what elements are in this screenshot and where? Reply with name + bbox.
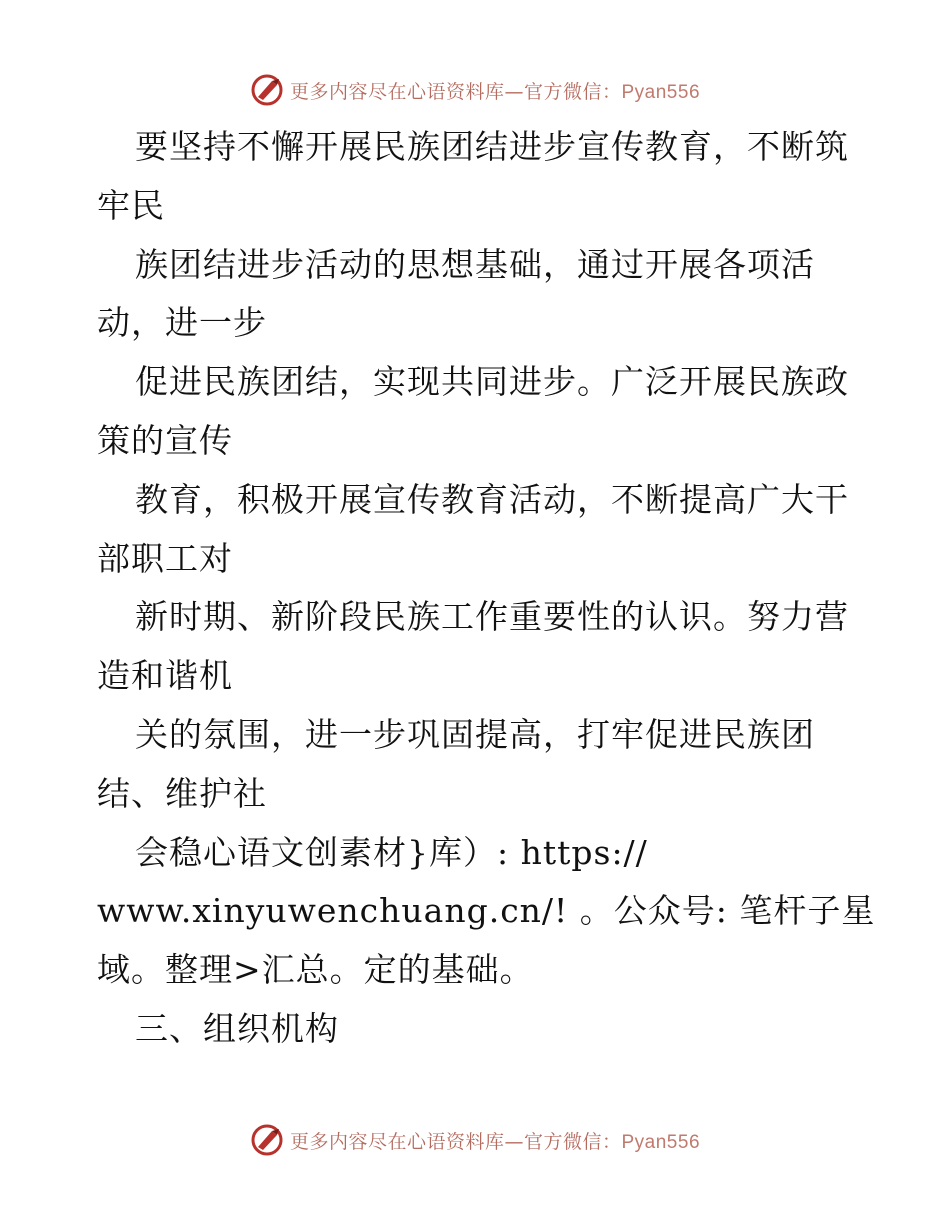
section-heading: 三、组织机构 — [135, 1008, 339, 1048]
wechat-handle: Pyan556 — [621, 81, 701, 103]
footer-banner — [0, 1120, 950, 1160]
body-line: 域。整理>汇总。定的基础。 — [97, 950, 534, 990]
footer-banner-text: 更多内容尽在心语资料库—官方微信：Pyan556 — [289, 1130, 701, 1153]
body-line: 要坚持不懈开展民族团结进步宣传教育，不断筑 — [135, 127, 849, 166]
body-line: 族团结进步活动的思想基础，通过开展各项活 — [135, 244, 815, 284]
body-line: 牢民 — [97, 185, 165, 225]
body-line: www.xinyuwenchuang.cn/! 。公众号: 笔杆子星 — [97, 891, 876, 931]
wechat-handle: Pyan556 — [621, 1131, 701, 1153]
body-line: 动，进一步 — [97, 303, 267, 343]
brand-logo-icon — [250, 73, 284, 107]
body-line: 新时期、新阶段民族工作重要性的认识。努力营 — [135, 597, 849, 637]
body-line: 教育，积极开展宣传教育活动，不断提高广大干 — [135, 479, 849, 519]
body-line: 造和谐机 — [97, 656, 233, 696]
body-line: 关的氛围，进一步巩固提高，打牢促进民族团 — [135, 714, 815, 754]
body-line: 策的宣传 — [97, 420, 233, 460]
header-banner-text: 更多内容尽在心语资料库—官方微信：Pyan556 — [289, 80, 701, 103]
header-banner — [0, 70, 950, 110]
brand-logo-icon — [250, 1123, 284, 1157]
body-line: 结、维护社 — [97, 773, 267, 813]
document-body — [97, 118, 876, 1059]
body-line: 会稳心语文创素材}库）: https:// — [135, 832, 648, 872]
body-line: 促进民族团结，实现共同进步。广泛开展民族政 — [135, 362, 849, 402]
body-line: 部职工对 — [97, 538, 233, 578]
